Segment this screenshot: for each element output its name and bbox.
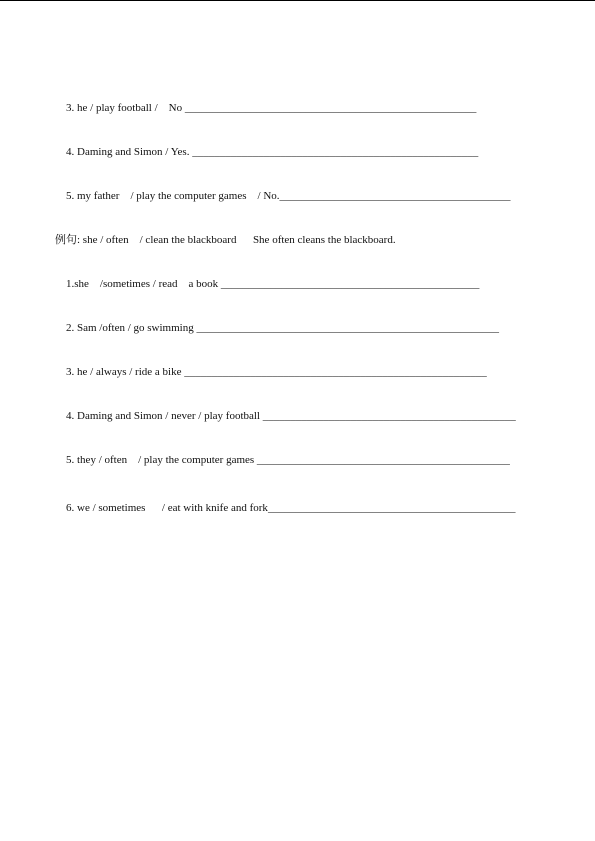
item-prompt: 2. Sam /often / go swimming: [66, 322, 197, 334]
example-text: : she / often / clean the blackboard She often cleans the blackboard.: [77, 234, 396, 246]
answer-blank[interactable]: _______________________________________________: [220, 278, 480, 290]
item-prompt: 5. they / often / play the computer games: [66, 454, 257, 466]
item-prompt: 3. he / play football / No: [66, 102, 185, 114]
exercise-a-item-3: [66, 101, 476, 115]
item-prompt: 6. we / sometimes / eat with knife and fork: [66, 502, 268, 514]
exercise-b-item-3: [66, 365, 487, 379]
exercise-b-item-2: [66, 321, 499, 335]
answer-blank[interactable]: _____________________________________________: [267, 502, 516, 514]
answer-blank[interactable]: ______________________________________________: [256, 454, 510, 466]
item-prompt: 4. Daming and Simon / Yes.: [66, 146, 193, 158]
top-border-rule: [0, 0, 595, 1]
item-prompt: 3. he / always / ride a bike: [66, 366, 185, 378]
exercise-b-item-5: [66, 453, 510, 467]
example-label: 例句: [55, 234, 77, 246]
answer-blank[interactable]: ____________________________________________________: [192, 146, 479, 158]
answer-blank[interactable]: ______________________________________________: [262, 410, 516, 422]
exercise-a-item-4: [66, 145, 478, 159]
item-prompt: 5. my father / play the computer games / No.: [66, 190, 280, 202]
answer-blank[interactable]: _____________________________________________________: [184, 102, 477, 114]
answer-blank[interactable]: _______________________________________________________: [196, 322, 499, 334]
item-prompt: 1.she /sometimes / read a book: [66, 278, 221, 290]
answer-blank[interactable]: _______________________________________________________: [184, 366, 487, 378]
example-sentence: [55, 233, 396, 247]
exercise-b-item-1: [66, 277, 479, 291]
exercise-b-item-6: [66, 501, 515, 515]
exercise-b-item-4: [66, 409, 516, 423]
exercise-a-item-5: [66, 189, 511, 203]
item-prompt: 4. Daming and Simon / never / play football: [66, 410, 263, 422]
answer-blank[interactable]: __________________________________________: [279, 190, 511, 202]
